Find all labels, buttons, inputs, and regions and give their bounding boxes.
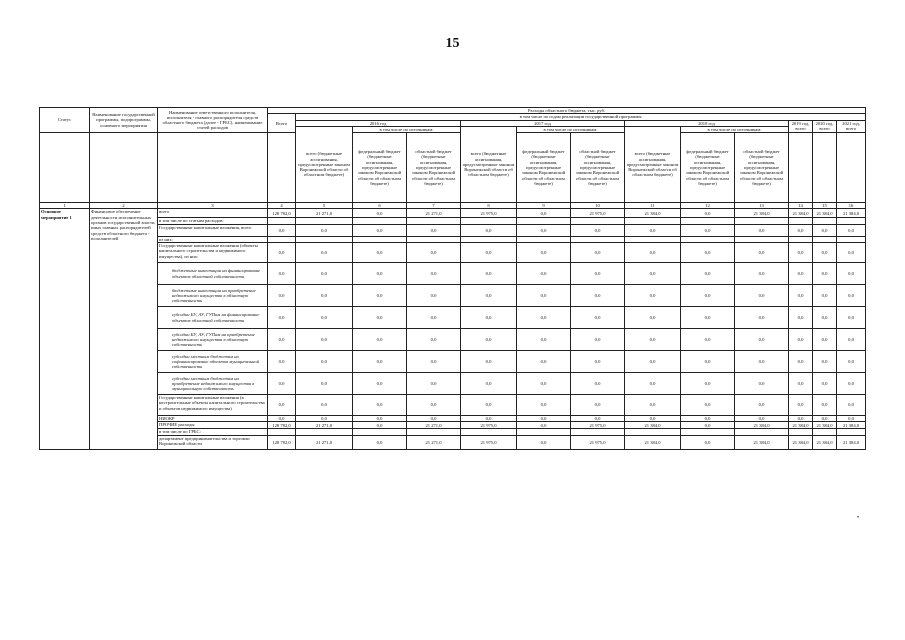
value-cell: 21 384,0 — [789, 209, 813, 218]
value-cell: 0,0 — [625, 243, 681, 263]
value-cell: 0,0 — [296, 329, 353, 351]
value-cell: 0,0 — [813, 395, 837, 416]
value-cell: 0,0 — [813, 285, 837, 307]
table-row — [40, 373, 866, 395]
value-cell: 0,0 — [407, 243, 461, 263]
value-cell: 0,0 — [625, 285, 681, 307]
value-cell: 0,0 — [625, 395, 681, 416]
value-cell: 0,0 — [461, 285, 517, 307]
column-number: 3 — [158, 203, 268, 209]
value-cell: 0,0 — [296, 373, 353, 395]
value-cell: 0,0 — [268, 285, 296, 307]
value-cell: 0,0 — [517, 351, 571, 373]
value-cell: 0,0 — [296, 395, 353, 416]
program-cell: Финансовое обеспечение деятельности исполнительных органов государственной власти, иных главных распорядителей средств областного бюджета - исполнителей — [90, 209, 158, 449]
value-cell: 0,0 — [517, 285, 571, 307]
header-year-2021: 2021 год, всего — [837, 120, 866, 133]
row-label: в том числе по статьям расходов: — [158, 218, 268, 224]
table-row — [40, 263, 866, 285]
value-cell: 0,0 — [681, 224, 735, 236]
column-number: 2 — [90, 203, 158, 209]
value-cell: 0,0 — [735, 395, 789, 416]
table-row — [40, 307, 866, 329]
value-cell: 0,0 — [681, 373, 735, 395]
row-label: бюджетные инвестиции на приобретение недвижимого имущества в областную собственность — [158, 285, 268, 307]
header-by-years: в том числе по годам реализации государственной программы — [296, 114, 866, 120]
header-year-2018: 2018 год — [625, 120, 789, 126]
value-cell: 0,0 — [681, 422, 735, 429]
value-cell: 0,0 — [625, 224, 681, 236]
value-cell: 0,0 — [461, 263, 517, 285]
value-cell: 0,0 — [625, 351, 681, 373]
value-cell: 0,0 — [813, 329, 837, 351]
value-cell: 21 384,0 — [735, 435, 789, 449]
value-cell: 0,0 — [735, 351, 789, 373]
value-cell: 0,0 — [268, 307, 296, 329]
value-cell: 0,0 — [353, 351, 407, 373]
value-cell: 0,0 — [296, 263, 353, 285]
value-cell: 0,0 — [407, 416, 461, 422]
value-cell: 0,0 — [837, 285, 866, 307]
value-cell: 0,0 — [681, 435, 735, 449]
value-cell: 0,0 — [789, 307, 813, 329]
value-cell: 0,0 — [407, 263, 461, 285]
value-cell: 0,0 — [625, 263, 681, 285]
value-cell: 0,0 — [571, 351, 625, 373]
value-cell: 0,0 — [353, 416, 407, 422]
column-number: 13 — [735, 203, 789, 209]
value-cell: 0,0 — [837, 395, 866, 416]
table-row — [40, 351, 866, 373]
header-expenses: Расходы областного бюджета, тыс. руб. — [268, 108, 866, 114]
value-cell: 0,0 — [571, 263, 625, 285]
row-label: всего — [158, 209, 268, 218]
column-number: 9 — [517, 203, 571, 209]
value-cell: 0,0 — [681, 351, 735, 373]
column-number: 16 — [837, 203, 866, 209]
value-cell: 0,0 — [813, 224, 837, 236]
value-cell: 0,0 — [571, 373, 625, 395]
value-cell: 0,0 — [789, 351, 813, 373]
value-cell: 0,0 — [571, 416, 625, 422]
value-cell: 0,0 — [407, 329, 461, 351]
table-row — [40, 395, 866, 416]
value-cell: 0,0 — [517, 435, 571, 449]
table-row — [40, 329, 866, 351]
value-cell: 0,0 — [813, 351, 837, 373]
row-label: субсидии БУ, АУ, ГУПам на финансирование объектов областной собственности — [158, 307, 268, 329]
row-label: в том числе по ГРБС: — [158, 429, 268, 435]
value-cell: 0,0 — [813, 243, 837, 263]
value-cell: 0,0 — [813, 263, 837, 285]
header-2016-regional: областной бюджет (бюджетные ассигнования, предусмотренные законом Воронежской области об областном бюджете) — [407, 133, 461, 203]
value-cell: 0,0 — [407, 395, 461, 416]
value-cell: 21 271,0 — [296, 422, 353, 429]
value-cell: 0,0 — [268, 329, 296, 351]
value-cell: 21 975,0 — [571, 422, 625, 429]
value-cell: 0,0 — [681, 263, 735, 285]
value-cell: 0,0 — [571, 224, 625, 236]
header-year-2020: 2020 год, всего — [813, 120, 837, 133]
table-row — [40, 224, 866, 236]
row-label: НИОКР — [158, 416, 268, 422]
value-cell: 0,0 — [296, 224, 353, 236]
value-cell: 0,0 — [407, 224, 461, 236]
value-cell: 0,0 — [517, 416, 571, 422]
value-cell: 21 975,0 — [461, 435, 517, 449]
value-cell: 0,0 — [813, 307, 837, 329]
value-cell: 0,0 — [461, 329, 517, 351]
column-number: 4 — [268, 203, 296, 209]
value-cell: 0,0 — [517, 224, 571, 236]
header-2016-federal: федеральный бюджет (бюджетные ассигнования, предусмотренные законом Воронежской области об областном бюджете) — [353, 133, 407, 203]
row-label: из них: — [158, 236, 268, 242]
value-cell: 21 271,0 — [296, 435, 353, 449]
value-cell: 0,0 — [353, 435, 407, 449]
header-2017-regional: областной бюджет (бюджетные ассигнования, предусмотренные законом Воронежской области об областном бюджете) — [571, 133, 625, 203]
header-executor: Наименование ответственного исполнителя, исполнителя - главного распорядителя средств областного бюджета (далее - ГРБС), наименование статей расходов — [158, 108, 268, 133]
value-cell: 0,0 — [571, 395, 625, 416]
header-2018-sources: в том числе по источникам: — [681, 126, 789, 132]
value-cell: 0,0 — [837, 307, 866, 329]
value-cell: 0,0 — [461, 224, 517, 236]
value-cell: 0,0 — [296, 307, 353, 329]
value-cell: 0,0 — [517, 422, 571, 429]
value-cell: 0,0 — [517, 209, 571, 218]
row-label: субсидии местным бюджетам на софинансирование объектов муниципальной собственности — [158, 351, 268, 373]
value-cell: 0,0 — [681, 329, 735, 351]
row-label: субсидии БУ, АУ, ГУПам на приобретение недвижимого имущества в областную собственность — [158, 329, 268, 351]
value-cell: 0,0 — [837, 416, 866, 422]
header-status: Статус — [40, 108, 90, 133]
value-cell: 0,0 — [735, 243, 789, 263]
value-cell: 0,0 — [407, 285, 461, 307]
value-cell: 21 384,0 — [813, 435, 837, 449]
value-cell: 0,0 — [517, 329, 571, 351]
value-cell: 21 384,0 — [837, 422, 866, 429]
column-number: 7 — [407, 203, 461, 209]
value-cell: 21 384,0 — [625, 435, 681, 449]
column-number: 8 — [461, 203, 517, 209]
header-program: Наименование государственной программы, подпрограммы, основного мероприятия — [90, 108, 158, 133]
value-cell: 21 271,0 — [296, 209, 353, 218]
value-cell: 128 782,0 — [268, 435, 296, 449]
value-cell: 0,0 — [735, 263, 789, 285]
column-number: 14 — [789, 203, 813, 209]
value-cell: 21 384,0 — [837, 209, 866, 218]
value-cell: 0,0 — [735, 285, 789, 307]
value-cell: 0,0 — [571, 329, 625, 351]
value-cell: 0,0 — [681, 395, 735, 416]
row-label: Государственные капитальные вложения (объекты капитального строительства и недвижимого имущества), из них: — [158, 243, 268, 263]
corner-mark: • — [857, 515, 860, 521]
value-cell: 0,0 — [268, 224, 296, 236]
value-cell: 0,0 — [625, 416, 681, 422]
value-cell: 0,0 — [461, 395, 517, 416]
header-2016-total: всего (бюджетные ассигнования, предусмотренные законом Воронежской области об областном бюджете) — [296, 126, 353, 202]
value-cell: 0,0 — [625, 373, 681, 395]
value-cell: 0,0 — [571, 285, 625, 307]
row-label: Государственные капитальные вложения (в нестроительные объекты капитального строительства и объектов недвижимого имущества) — [158, 395, 268, 416]
value-cell: 0,0 — [571, 243, 625, 263]
column-number: 10 — [571, 203, 625, 209]
value-cell: 21 384,0 — [813, 422, 837, 429]
header-2018-federal: федеральный бюджет (бюджетные ассигнования, предусмотренные законом Воронежской области об областном бюджете) — [681, 133, 735, 203]
value-cell: 21 975,0 — [461, 209, 517, 218]
value-cell: 0,0 — [735, 416, 789, 422]
value-cell: 0,0 — [789, 285, 813, 307]
budget-body — [40, 209, 866, 449]
value-cell: 0,0 — [353, 373, 407, 395]
value-cell: 0,0 — [813, 373, 837, 395]
value-cell: 0,0 — [625, 329, 681, 351]
value-cell: 0,0 — [837, 329, 866, 351]
value-cell: 0,0 — [407, 351, 461, 373]
value-cell: 0,0 — [353, 209, 407, 218]
table-row — [40, 422, 866, 429]
value-cell: 0,0 — [296, 243, 353, 263]
value-cell: 0,0 — [407, 373, 461, 395]
value-cell: 0,0 — [461, 416, 517, 422]
value-cell: 21 384,0 — [837, 435, 866, 449]
column-number: 11 — [625, 203, 681, 209]
table-row — [40, 243, 866, 263]
value-cell: 0,0 — [517, 307, 571, 329]
value-cell: 0,0 — [353, 422, 407, 429]
value-cell: 21 384,0 — [813, 209, 837, 218]
column-number: 15 — [813, 203, 837, 209]
value-cell: 0,0 — [268, 351, 296, 373]
value-cell: 0,0 — [837, 243, 866, 263]
value-cell: 21 271,0 — [407, 422, 461, 429]
value-cell: 21 384,0 — [625, 209, 681, 218]
value-cell: 21 384,0 — [625, 422, 681, 429]
value-cell: 128 782,0 — [268, 422, 296, 429]
value-cell: 0,0 — [789, 329, 813, 351]
value-cell: 0,0 — [353, 224, 407, 236]
column-number: 12 — [681, 203, 735, 209]
value-cell: 21 975,0 — [571, 435, 625, 449]
value-cell: 128 782,0 — [268, 209, 296, 218]
table-row — [40, 285, 866, 307]
value-cell: 0,0 — [407, 307, 461, 329]
value-cell: 0,0 — [681, 307, 735, 329]
column-number: 6 — [353, 203, 407, 209]
header-year-2017: 2017 год — [461, 120, 625, 126]
value-cell: 21 384,0 — [789, 422, 813, 429]
value-cell: 0,0 — [813, 416, 837, 422]
header-year-2016: 2016 год — [296, 120, 461, 126]
value-cell: 0,0 — [735, 329, 789, 351]
header-total: Всего — [268, 114, 296, 133]
value-cell: 0,0 — [837, 351, 866, 373]
header-2018-regional: областной бюджет (бюджетные ассигнования, предусмотренные законом Воронежской области об областном бюджете) — [735, 133, 789, 203]
value-cell: 0,0 — [789, 416, 813, 422]
value-cell: 0,0 — [353, 285, 407, 307]
value-cell: 0,0 — [625, 307, 681, 329]
value-cell: 0,0 — [268, 416, 296, 422]
value-cell: 0,0 — [353, 395, 407, 416]
value-cell: 21 975,0 — [571, 209, 625, 218]
header-2018-total: всего (бюджетные ассигнования, предусмотренные законом Воронежской области об областном бюджете) — [625, 126, 681, 202]
value-cell: 0,0 — [268, 395, 296, 416]
header-2017-federal: федеральный бюджет (бюджетные ассигнования, предусмотренные законом Воронежской области об областном бюджете) — [517, 133, 571, 203]
row-label: бюджетные инвестиции на финансирование объектов областной собственности — [158, 263, 268, 285]
row-label: департамент предпринимательства и торговли Воронежской области — [158, 435, 268, 449]
value-cell: 0,0 — [268, 373, 296, 395]
value-cell: 0,0 — [517, 373, 571, 395]
value-cell: 0,0 — [517, 243, 571, 263]
column-number: 1 — [40, 203, 90, 209]
value-cell: 0,0 — [517, 263, 571, 285]
table-row — [40, 209, 866, 218]
header-2017-sources: в том числе по источникам: — [517, 126, 625, 132]
value-cell: 0,0 — [461, 307, 517, 329]
value-cell: 0,0 — [353, 263, 407, 285]
value-cell: 0,0 — [789, 373, 813, 395]
value-cell: 0,0 — [353, 329, 407, 351]
budget-table — [39, 107, 866, 450]
value-cell: 0,0 — [296, 351, 353, 373]
value-cell: 21 975,0 — [461, 422, 517, 429]
column-number: 5 — [296, 203, 353, 209]
value-cell: 0,0 — [735, 307, 789, 329]
value-cell: 21 384,0 — [789, 435, 813, 449]
value-cell: 0,0 — [353, 307, 407, 329]
header-2017-total: всего (бюджетные ассигнования, предусмотренные законом Воронежской области об областном бюджете) — [461, 126, 517, 202]
value-cell: 0,0 — [735, 373, 789, 395]
value-cell: 0,0 — [268, 263, 296, 285]
value-cell: 0,0 — [461, 351, 517, 373]
row-label: ПРОЧИЕ расходы — [158, 422, 268, 429]
value-cell: 0,0 — [789, 395, 813, 416]
value-cell: 0,0 — [789, 243, 813, 263]
value-cell: 21 384,0 — [735, 422, 789, 429]
value-cell: 0,0 — [789, 224, 813, 236]
value-cell: 0,0 — [837, 263, 866, 285]
value-cell: 0,0 — [296, 416, 353, 422]
header-2016-sources: в том числе по источникам: — [353, 126, 461, 132]
value-cell: 0,0 — [461, 373, 517, 395]
page-number: 15 — [445, 36, 460, 51]
value-cell: 0,0 — [681, 209, 735, 218]
value-cell: 0,0 — [571, 307, 625, 329]
value-cell: 0,0 — [461, 243, 517, 263]
value-cell: 0,0 — [837, 373, 866, 395]
row-label: субсидии местным бюджетам на приобретение недвижимого имущества в муниципальную собственность — [158, 373, 268, 395]
table-row — [40, 435, 866, 449]
value-cell: 0,0 — [296, 285, 353, 307]
value-cell: 0,0 — [735, 224, 789, 236]
row-label: Государственные капитальные вложения, всего — [158, 224, 268, 236]
value-cell: 21 271,0 — [407, 435, 461, 449]
value-cell: 0,0 — [789, 263, 813, 285]
value-cell: 21 384,0 — [735, 209, 789, 218]
header-year-2019: 2019 год, всего — [789, 120, 813, 133]
value-cell: 0,0 — [837, 224, 866, 236]
value-cell: 0,0 — [681, 243, 735, 263]
value-cell: 0,0 — [353, 243, 407, 263]
value-cell: 0,0 — [681, 285, 735, 307]
status-cell: Основное мероприятие 1 — [40, 209, 90, 449]
value-cell: 0,0 — [681, 416, 735, 422]
value-cell: 0,0 — [268, 243, 296, 263]
value-cell: 21 271,0 — [407, 209, 461, 218]
value-cell: 0,0 — [517, 395, 571, 416]
